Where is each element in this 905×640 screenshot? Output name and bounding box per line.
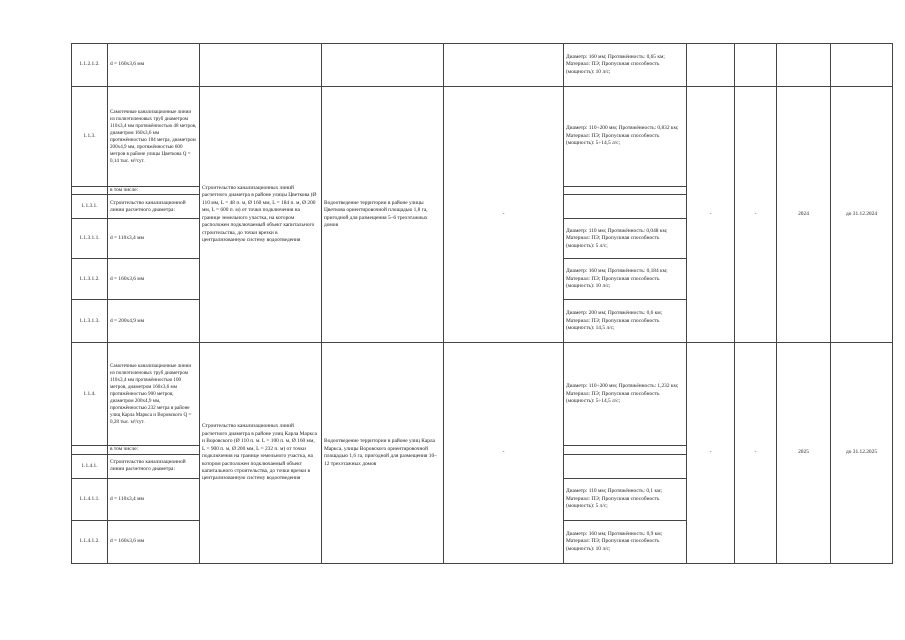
row-number: 1.1.3.1.2. xyxy=(72,259,108,300)
row-number: 1.1.4.1.2. xyxy=(72,520,108,563)
dash-cell: - xyxy=(687,343,735,563)
object-purpose: Строительство канализационных линий расчетного диаметра в районе улицы Цветкова (Ø 110 мм, L = 48 п. м, Ø 160 мм, L = 184 п. м, Ø 200 мм, L = 600 п. м) от точки подключения на границе земельного участка, на котором расположен подключаемый объект капитального строительства, до точки врезки в централизованную систему водоотведения xyxy=(200,87,322,343)
empty-cell xyxy=(735,44,777,87)
object-name: в том числе: xyxy=(108,446,200,454)
empty-cell xyxy=(564,454,687,478)
dash-cell: - xyxy=(444,343,564,563)
row-number: 1.1.3.1.3. xyxy=(72,300,108,343)
object-name: Строительство канализационной линии расчетного диаметра: xyxy=(108,195,200,219)
object-name: Самотечные канализационные линии из полиэтиленовых труб диаметром 110х3,4 мм протяжённостью 48 метров, диаметром 160х3,6 мм протяжённостью 184 метра, диаметром 200х4,9 мм, протяжённостью 600 метров в районе улицы Цветкова Q = 0,14 тыс. м³/сут. xyxy=(108,87,200,187)
year-cell: 2025 xyxy=(777,343,831,563)
infrastructure-table xyxy=(71,43,893,564)
dash-cell: - xyxy=(735,343,777,563)
object-name: Самотечные канализационные линии из полиэтиленовых труб диаметром 110х3,4 мм протяжённостью 100 метров, диаметром 160х3,6 мм протяжённостью 900 метров, диаметром 200х4,9 мм, протяжённостью 232 метра в районе улиц Карла Маркса и Воровского Q = 0,28 тыс. м³/сут. xyxy=(108,343,200,446)
empty-cell xyxy=(444,44,564,87)
object-name: d = 110х3,4 мм xyxy=(108,478,200,520)
empty-cell xyxy=(72,446,108,454)
object-name: d = 160х3,6 мм xyxy=(108,44,200,87)
empty-cell xyxy=(687,44,735,87)
object-parameters: Диаметр: 160 мм; Протяжённость: 0,9 км; Материал: ПЭ; Пропускная способность (мощность): 10 л/с; xyxy=(564,520,687,563)
empty-cell xyxy=(564,187,687,195)
empty-cell xyxy=(564,446,687,454)
table-row xyxy=(72,343,893,446)
object-name: в том числе: xyxy=(108,187,200,195)
empty-cell xyxy=(322,44,444,87)
empty-cell xyxy=(564,195,687,219)
row-number: 1.1.2.1.2. xyxy=(72,44,108,87)
row-number: 1.1.4. xyxy=(72,343,108,446)
object-parameters: Диаметр: 110÷200 мм; Протяжённость: 1,232 км; Материал: ПЭ; Пропускная способность (мощность): 5÷14,5 л/с; xyxy=(564,343,687,446)
dash-cell: - xyxy=(687,87,735,343)
row-number: 1.1.3.1. xyxy=(72,195,108,219)
object-parameters: Диаметр: 160 мм; Протяжённость: 0,184 км; Материал: ПЭ; Пропускная способность (мощность): 10 л/с; xyxy=(564,259,687,300)
object-name: d = 200х4,9 мм xyxy=(108,300,200,343)
table-row xyxy=(72,44,893,87)
row-number: 1.1.4.1. xyxy=(72,454,108,478)
empty-cell xyxy=(200,44,322,87)
object-name: d = 160х3,6 мм xyxy=(108,259,200,300)
year-cell: 2024 xyxy=(777,87,831,343)
dash-cell: - xyxy=(735,87,777,343)
row-number: 1.1.3.1.1. xyxy=(72,219,108,259)
object-parameters: Диаметр: 110 мм; Протяжённость: 0,1 км; Материал: ПЭ; Пропускная способность (мощность): 5 л/с; xyxy=(564,478,687,520)
object-name: d = 160х3,6 мм xyxy=(108,520,200,563)
deadline-cell: до 31.12.2024 xyxy=(831,87,893,343)
object-parameters: Диаметр: 160 мм; Протяжённость: 0,65 км; Материал: ПЭ; Пропускная способность (мощность): 10 л/с; xyxy=(564,44,687,87)
dash-cell: - xyxy=(444,87,564,343)
object-parameters: Диаметр: 110 мм; Протяжённость: 0,048 км; Материал: ПЭ; Пропускная способность (мощность): 5 л/с; xyxy=(564,219,687,259)
object-name: d = 110х3,4 мм xyxy=(108,219,200,259)
empty-cell xyxy=(72,187,108,195)
object-name: Строительство канализационной линии расчетного диаметра: xyxy=(108,454,200,478)
object-parameters: Диаметр: 200 мм; Протяжённость: 0,6 км; Материал: ПЭ; Пропускная способность (мощность): 14,5 л/с; xyxy=(564,300,687,343)
table-row xyxy=(72,87,893,187)
object-territory: Водоотведение территории в районе улицы Цветкова ориентировочной площадью 1,8 га, пригодной для размещения 5–6 трехэтажных домов xyxy=(322,87,444,343)
object-territory: Водоотведение территории в районе улиц Карла Маркса, улицы Воровского ориентировочной площадью 1,6 га, пригодной для размещения 10–12 трехэтажных домов xyxy=(322,343,444,563)
object-parameters: Диаметр: 110÷200 мм; Протяжённость: 0,832 км; Материал: ПЭ; Пропускная способность (мощность): 5÷14,5 л/с; xyxy=(564,87,687,187)
row-number: 1.1.3. xyxy=(72,87,108,187)
empty-cell xyxy=(831,44,893,87)
deadline-cell: до 31.12.2025 xyxy=(831,343,893,563)
empty-cell xyxy=(777,44,831,87)
object-purpose: Строительство канализационных линий расчетного диаметра в районе улиц Карла Маркса и Воровского (Ø 110 п. м. L = 100 п. м, Ø 160 мм, L = 900 п. м, Ø 200 мм, L = 232 п. м) от точки подключения на границе земельного участка, на котором расположен подключаемый объект капитального строительства, до точки врезки в централизованную систему водоотведения xyxy=(200,343,322,563)
row-number: 1.1.4.1.1. xyxy=(72,478,108,520)
